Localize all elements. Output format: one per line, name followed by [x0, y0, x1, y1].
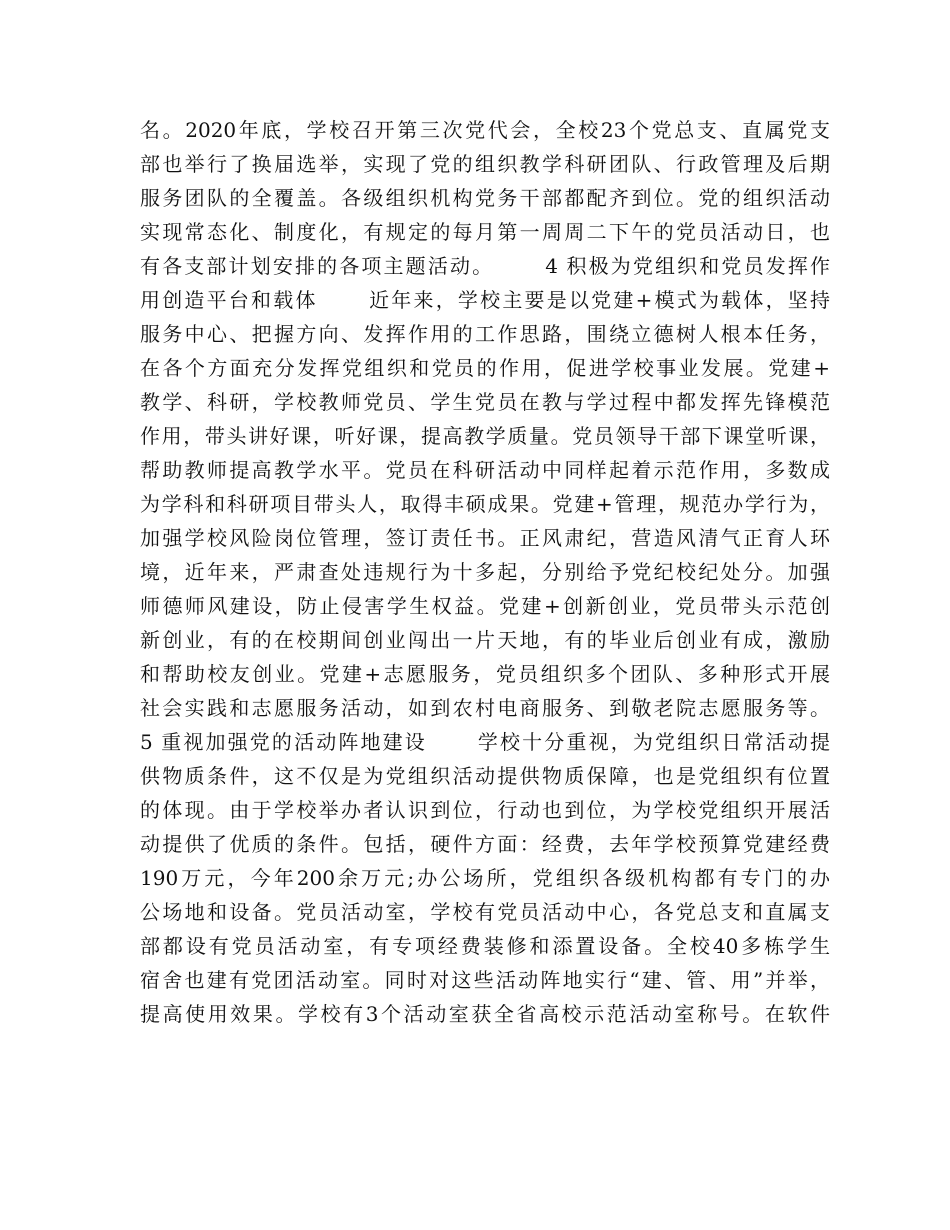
text-line: 作用，带头讲好课，听好课，提高教学质量。党员领导干部下课堂听课，: [140, 424, 830, 448]
text-line: 动提供了优质的条件。包括，硬件方面：经费，去年学校预算党建经费: [140, 832, 830, 856]
text-line: 宿舍也建有党团活动室。同时对这些活动阵地实行“建、管、用”并举，: [140, 968, 830, 992]
text-line: 加强学校风险岗位管理，签订责任书。正风肃纪，营造风清气正育人环: [140, 526, 830, 550]
text-line: 实现常态化、制度化，有规定的每月第一周周二下午的党员活动日，也: [140, 220, 830, 244]
text-line: 为学科和科研项目带头人，取得丰硕成果。党建+管理，规范办学行为，: [140, 492, 830, 516]
text-line: 新创业，有的在校期间创业闯出一片天地，有的毕业后创业有成，激励: [140, 628, 830, 652]
text-line: 教学、科研，学校教师党员、学生党员在教与学过程中都发挥先锋模范: [140, 390, 830, 414]
body-text: [140, 113, 830, 1031]
text-line: 190万元，今年200余万元;办公场所，党组织各级机构都有专门的办: [140, 866, 830, 890]
text-line: 师德师风建设，防止侵害学生权益。党建+创新创业，党员带头示范创: [140, 594, 830, 618]
text-line: 在各个方面充分发挥党组织和党员的作用，促进学校事业发展。党建+: [140, 356, 830, 380]
text-line: 服务中心、把握方向、发挥作用的工作思路，围绕立德树人根本任务，: [140, 322, 830, 346]
text-line: 的体现。由于学校举办者认识到位，行动也到位，为学校党组织开展活: [140, 798, 830, 822]
text-line: 部都设有党员活动室，有专项经费装修和添置设备。全校40多栋学生: [140, 934, 830, 958]
text-line: 境，近年来，严肃查处违规行为十多起，分别给予党纪校纪处分。加强: [140, 560, 830, 584]
text-line: 供物质条件，这不仅是为党组织活动提供物质保障，也是党组织有位置: [140, 764, 830, 788]
text-line: 用创造平台和载体 近年来，学校主要是以党建+模式为载体，坚持: [140, 288, 830, 312]
text-line: 有各支部计划安排的各项主题活动。 4 积极为党组织和党员发挥作: [140, 254, 830, 278]
text-line: 名。2020年底，学校召开第三次党代会，全校23个党总支、直属党支: [140, 118, 830, 142]
text-line: 服务团队的全覆盖。各级组织机构党务干部都配齐到位。党的组织活动: [140, 186, 830, 210]
text-line: 提高使用效果。学校有3个活动室获全省高校示范活动室称号。在软件: [140, 1002, 830, 1026]
text-line: 5 重视加强党的活动阵地建设 学校十分重视，为党组织日常活动提: [140, 730, 830, 754]
text-line: 社会实践和志愿服务活动，如到农村电商服务、到敬老院志愿服务等。: [140, 696, 830, 720]
text-line: 和帮助校友创业。党建+志愿服务，党员组织多个团队、多种形式开展: [140, 662, 830, 686]
text-line: 公场地和设备。党员活动室，学校有党员活动中心，各党总支和直属支: [140, 900, 830, 924]
text-line: 部也举行了换届选举，实现了党的组织教学科研团队、行政管理及后期: [140, 152, 830, 176]
text-line: 帮助教师提高教学水平。党员在科研活动中同样起着示范作用，多数成: [140, 458, 830, 482]
